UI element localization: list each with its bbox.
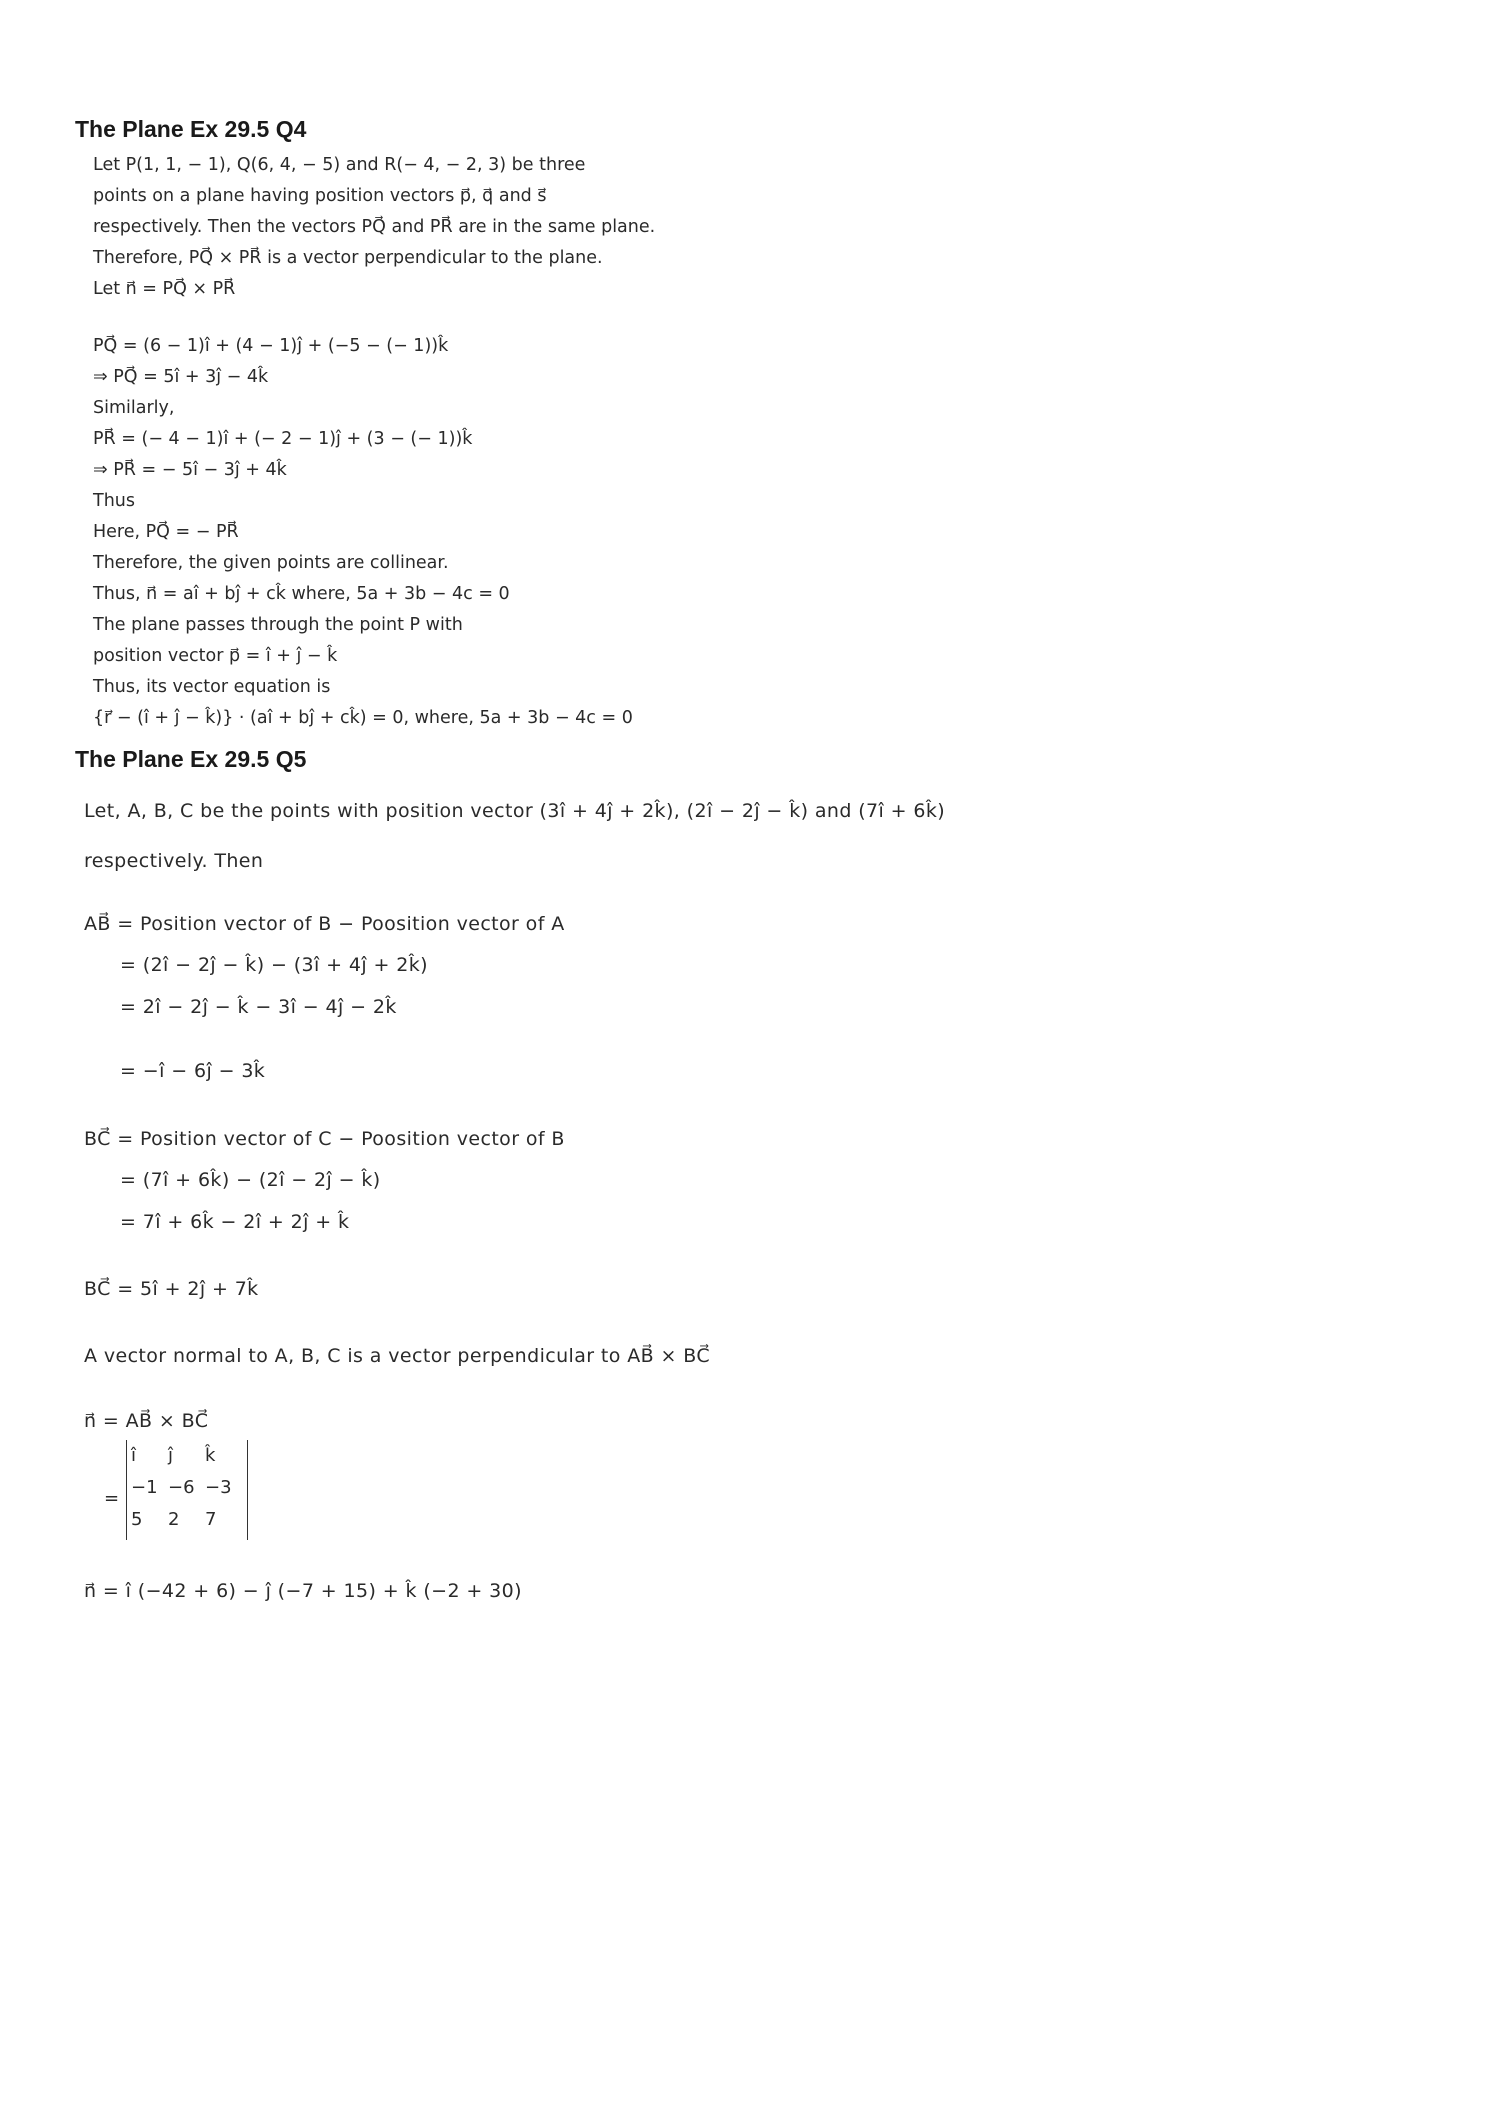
ab-step: = (2î − 2ĵ − k̂) − (3î + 4ĵ + 2k̂) bbox=[120, 954, 428, 976]
q4-line: Therefore, the given points are collinear. bbox=[93, 553, 449, 573]
q5-heading: The Plane Ex 29.5 Q5 bbox=[75, 746, 307, 772]
q4-line: Thus, its vector equation is bbox=[93, 677, 331, 697]
determinant-cell: −3 bbox=[205, 1477, 232, 1498]
q4-line: ⇒ PR⃗ = − 5î − 3ĵ + 4k̂ bbox=[93, 460, 287, 480]
q4-heading: The Plane Ex 29.5 Q4 bbox=[75, 116, 307, 142]
normal-result: n⃗ = î (−42 + 6) − ĵ (−7 + 15) + k̂ (−2 + 30) bbox=[84, 1580, 522, 1602]
q5-intro-line: Let, A, B, C be the points with position vector (3î + 4ĵ + 2k̂), (2î − 2ĵ − k̂) and (7î + 6k̂) bbox=[84, 800, 946, 822]
q5-intro-line: respectively. Then bbox=[84, 850, 264, 872]
ab-definition: AB⃗ = Position vector of B − Poosition vector of A bbox=[84, 913, 565, 935]
determinant-cell: k̂ bbox=[205, 1445, 216, 1466]
determinant-cell: −1 bbox=[131, 1477, 158, 1498]
determinant-row bbox=[131, 1504, 243, 1536]
q4-line: The plane passes through the point P with bbox=[93, 615, 463, 635]
equals-sign: = bbox=[104, 1488, 120, 1509]
determinant-cell: î bbox=[131, 1445, 137, 1466]
bc-definition: BC⃗ = Position vector of C − Poosition vector of B bbox=[84, 1128, 565, 1150]
q4-line: {r⃗ − (î + ĵ − k̂)} · (aî + bĵ + ck̂) = 0, where, 5a + 3b − 4c = 0 bbox=[93, 708, 633, 728]
q4-line: PR⃗ = (− 4 − 1)î + (− 2 − 1)ĵ + (3 − (− 1))k̂ bbox=[93, 429, 473, 449]
spacer bbox=[93, 305, 993, 331]
ab-result: = −î − 6ĵ − 3k̂ bbox=[120, 1060, 266, 1082]
determinant-cell: −6 bbox=[168, 1477, 195, 1498]
bc-result: BC⃗ = 5î + 2ĵ + 7k̂ bbox=[84, 1278, 259, 1300]
q4-solution bbox=[93, 150, 993, 734]
determinant-cell: 2 bbox=[168, 1509, 180, 1530]
ab-step: = 2î − 2ĵ − k̂ − 3î − 4ĵ − 2k̂ bbox=[120, 996, 397, 1018]
normal-definition: n⃗ = AB⃗ × BC⃗ bbox=[84, 1410, 209, 1432]
q4-line: PQ⃗ = (6 − 1)î + (4 − 1)ĵ + (−5 − (− 1))k̂ bbox=[93, 336, 449, 356]
bc-step: = (7î + 6k̂) − (2î − 2ĵ − k̂) bbox=[120, 1169, 381, 1191]
q4-line: Thus, n⃗ = aî + bĵ + ck̂ where, 5a + 3b − 4c = 0 bbox=[93, 584, 510, 604]
determinant-cell: 7 bbox=[205, 1509, 217, 1530]
q4-line: Here, PQ⃗ = − PR⃗ bbox=[93, 522, 239, 542]
q4-line: Let n⃗ = PQ⃗ × PR⃗ bbox=[93, 279, 236, 299]
q4-line: Therefore, PQ⃗ × PR⃗ is a vector perpendicular to the plane. bbox=[93, 248, 603, 268]
normal-statement: A vector normal to A, B, C is a vector perpendicular to AB⃗ × BC⃗ bbox=[84, 1345, 711, 1367]
determinant-row bbox=[131, 1440, 243, 1472]
q4-line: points on a plane having position vectors p⃗, q⃗ and s⃗ bbox=[93, 186, 547, 206]
determinant-cell: 5 bbox=[131, 1509, 143, 1530]
q5-result-block bbox=[84, 1580, 1184, 1602]
determinant-row bbox=[131, 1472, 243, 1504]
determinant-cell: ĵ bbox=[168, 1445, 174, 1466]
q4-line: position vector p⃗ = î + ĵ − k̂ bbox=[93, 646, 338, 666]
q4-line: Similarly, bbox=[93, 398, 175, 418]
q4-line: Thus bbox=[93, 491, 135, 511]
q4-line: respectively. Then the vectors PQ⃗ and PR⃗ are in the same plane. bbox=[93, 217, 656, 237]
bc-step: = 7î + 6k̂ − 2î + 2ĵ + k̂ bbox=[120, 1211, 350, 1233]
q4-line: Let P(1, 1, − 1), Q(6, 4, − 5) and R(− 4, − 2, 3) be three bbox=[93, 155, 586, 175]
q4-line: ⇒ PQ⃗ = 5î + 3ĵ − 4k̂ bbox=[93, 367, 269, 387]
determinant-grid bbox=[126, 1440, 248, 1540]
